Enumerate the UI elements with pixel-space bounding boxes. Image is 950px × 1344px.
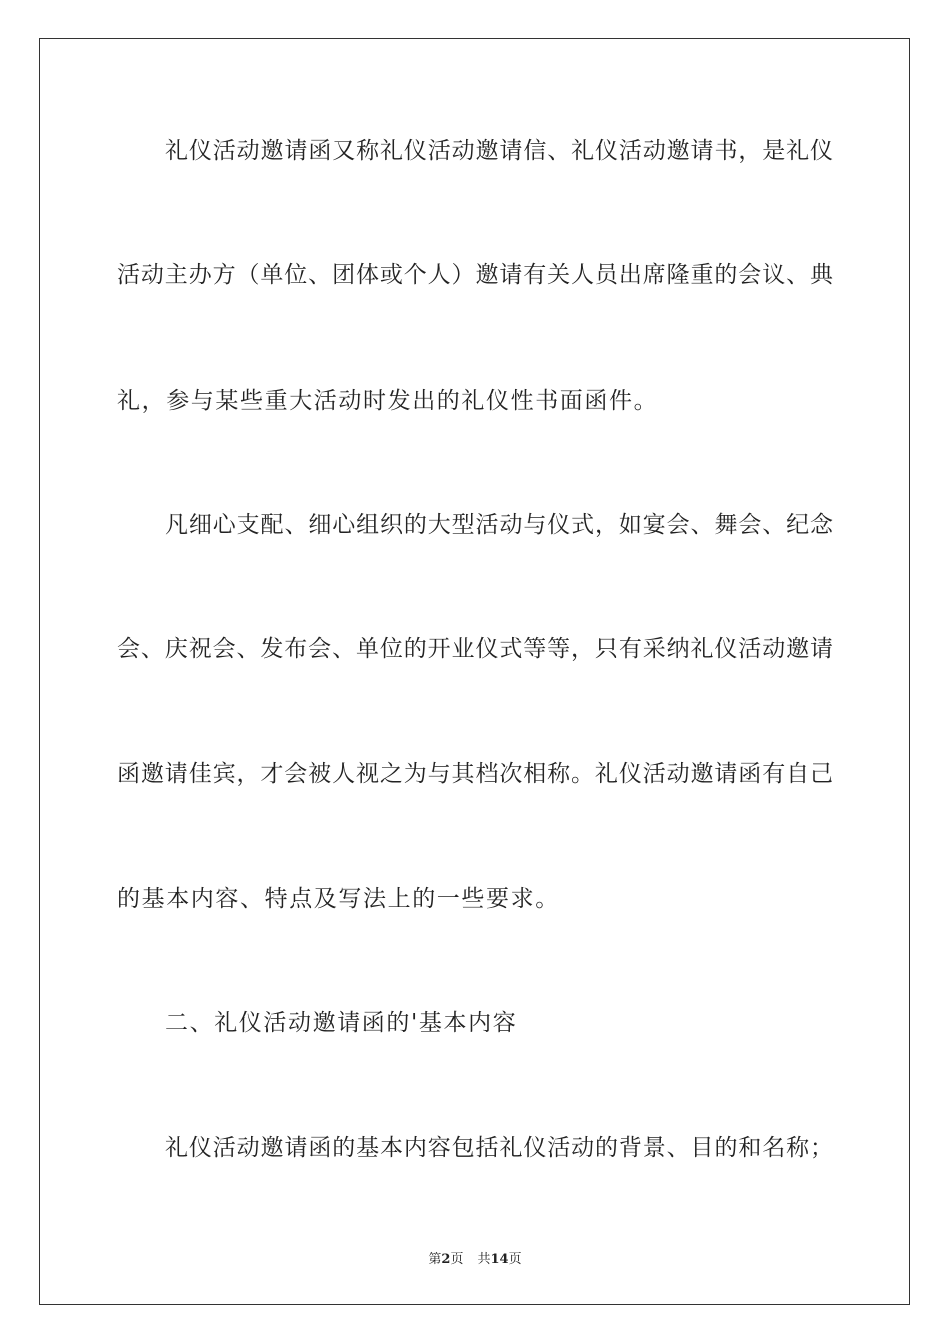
- text-line-2: 活动主办方（单位、团体或个人）邀请有关人员出席隆重的会议、典: [117, 262, 833, 288]
- text-line-1: 礼仪活动邀请函又称礼仪活动邀请信、礼仪活动邀请书，是礼仪: [165, 138, 833, 164]
- page-suffix: 页: [450, 1252, 464, 1267]
- text-line-7: 的基本内容、特点及写法上的一些要求。: [117, 886, 560, 912]
- total-prefix: 共: [477, 1252, 491, 1267]
- total-pages: 14: [490, 1252, 509, 1267]
- text-line-4: 凡细心支配、细心组织的大型活动与仪式，如宴会、舞会、纪念: [165, 512, 833, 538]
- page-border: [39, 38, 910, 1305]
- text-line-5: 会、庆祝会、发布会、单位的开业仪式等等，只有采纳礼仪活动邀请: [117, 636, 833, 662]
- page-footer: [0, 1248, 950, 1267]
- page-number: 2: [441, 1252, 451, 1267]
- page-prefix: 第: [428, 1252, 442, 1267]
- total-suffix: 页: [508, 1252, 522, 1267]
- text-line-6: 函邀请佳宾，才会被人视之为与其档次相称。礼仪活动邀请函有自己: [117, 761, 833, 787]
- text-line-9: 礼仪活动邀请函的基本内容包括礼仪活动的背景、目的和名称；: [165, 1135, 833, 1161]
- text-line-3: 礼，参与某些重大活动时发出的礼仪性书面函件。: [117, 388, 659, 414]
- section-heading: 二、礼仪活动邀请函的'基本内容: [165, 1010, 518, 1036]
